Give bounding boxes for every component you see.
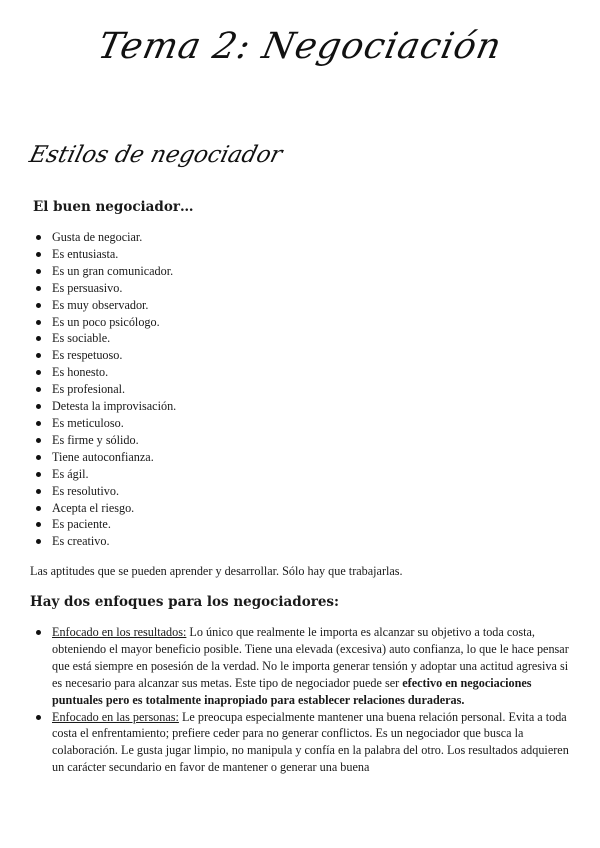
list-item: Acepta el riesgo. bbox=[30, 500, 176, 517]
list-item: Es honesto. bbox=[30, 364, 176, 381]
list-item: Es entusiasta. bbox=[30, 246, 176, 263]
list-item: Es firme y sólido. bbox=[30, 432, 176, 449]
approaches-heading: Hay dos enfoques para los negociadores: bbox=[30, 594, 340, 610]
approach-label: Enfocado en las personas: bbox=[52, 709, 179, 724]
list-item: Es resolutivo. bbox=[30, 483, 176, 500]
list-item: Es respetuoso. bbox=[30, 347, 176, 364]
list-item: Es paciente. bbox=[30, 516, 176, 533]
approach-label: Enfocado en los resultados: bbox=[52, 625, 187, 639]
list-item: Es un gran comunicador. bbox=[30, 263, 176, 280]
page-title: Tema 2: Negociación bbox=[94, 26, 506, 67]
qualities-list bbox=[30, 229, 176, 550]
approach-emphasis: efectivo en negociaciones puntuales pero es totalmente inapropiado para establecer relaciones duraderas. bbox=[52, 675, 532, 707]
list-item: Es persuasivo. bbox=[30, 280, 176, 297]
list-item: Es muy observador. bbox=[30, 297, 176, 314]
list-item: Detesta la improvisación. bbox=[30, 398, 176, 415]
list-item: Gusta de negociar. bbox=[30, 229, 176, 246]
subheading: El buen negociador… bbox=[33, 199, 194, 215]
list-item: Es profesional. bbox=[30, 381, 176, 398]
list-item: Es meticuloso. bbox=[30, 415, 176, 432]
approach-item bbox=[30, 709, 575, 777]
list-item: Es sociable. bbox=[30, 330, 176, 347]
approaches-list bbox=[30, 624, 575, 776]
approach-text: Lo único que realmente le importa es alcanzar su objetivo a toda costa, obteniendo el mayor beneficio posible. Tiene una elevada (excesiva) auto confianza, lo que le hace pensar que está siempre en posesión de la verdad. No le importa generar tensión y adoptar una actitud agresiva si es necesario para alcanzar sus metas. Este tipo de negociador puede ser bbox=[52, 625, 569, 690]
list-item: Es un poco psicólogo. bbox=[30, 314, 176, 331]
list-item: Tiene autoconfianza. bbox=[30, 449, 176, 466]
approach-text: Le preocupa especialmente mantener una buena relación personal. Evita a toda costa el enfrentamiento; prefiere ceder para no generar conflictos. Es un negociador que busca la colaboración. Le gusta jugar limpio, no manipula y confía en la palabra del otro. Los resultados adquieren un carácter secundario en favor de mantener o generar una buena bbox=[52, 709, 569, 775]
note-paragraph: Las aptitudes que se pueden aprender y desarrollar. Sólo hay que trabajarlas. bbox=[30, 564, 403, 578]
approach-item bbox=[30, 624, 575, 709]
list-item: Es ágil. bbox=[30, 466, 176, 483]
list-item: Es creativo. bbox=[30, 533, 176, 550]
section-title: Estilos de negociador bbox=[26, 142, 285, 168]
